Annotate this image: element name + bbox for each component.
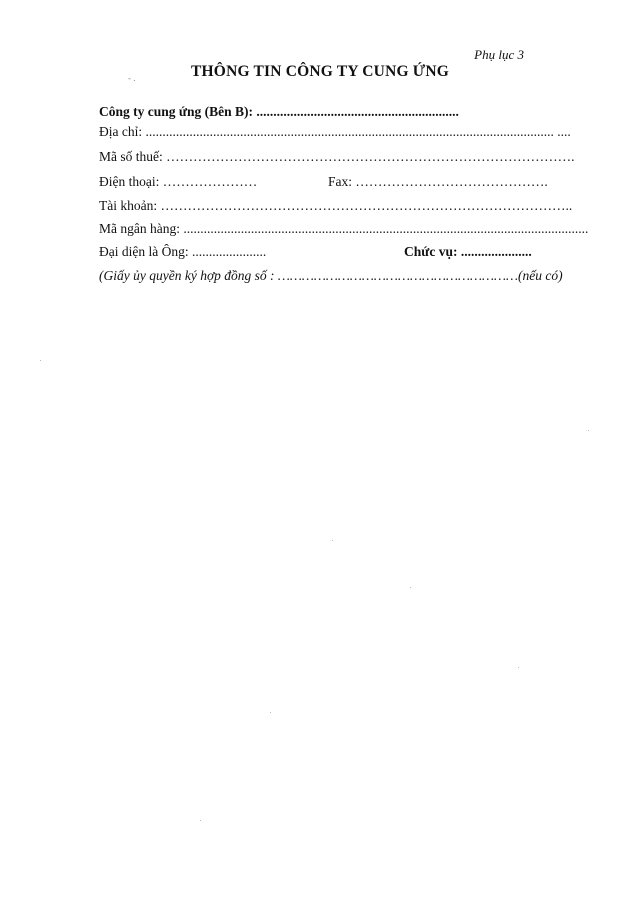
scan-speck <box>200 820 201 821</box>
scan-speck <box>332 540 333 541</box>
stray-mark: - . <box>128 73 136 83</box>
fax-line: Fax: ……………………………………. <box>328 174 548 189</box>
bank-code-line: Mã ngân hàng: ........................................................................................................................ <box>99 221 589 236</box>
appendix-label: Phụ lục 3 <box>474 47 524 62</box>
scan-speck <box>588 430 589 431</box>
phone-line: Điện thoại: ………………… <box>99 174 258 189</box>
account-line: Tài khoản: ……………………………………………………………………………….. <box>99 198 573 213</box>
authorization-line: (Giấy ủy quyền ký hợp đồng số : ……………………………………………………(nếu có) <box>99 268 563 283</box>
scan-speck <box>518 667 519 668</box>
position-line: Chức vụ: ..................... <box>404 244 532 259</box>
supplier-line: Công ty cung ứng (Bên B): ............................................................ <box>99 104 459 119</box>
scan-speck <box>40 360 41 361</box>
scan-speck <box>410 587 411 588</box>
tax-code-line: Mã số thuế: ………………………………………………………………………………. <box>99 149 575 164</box>
address-line: Địa chỉ: ......................................................................................................................... .... <box>99 124 571 139</box>
representative-line: Đại diện là Ông: ...................... <box>99 244 267 259</box>
scan-speck <box>270 712 271 713</box>
page-title: THÔNG TIN CÔNG TY CUNG ỨNG <box>191 63 449 80</box>
